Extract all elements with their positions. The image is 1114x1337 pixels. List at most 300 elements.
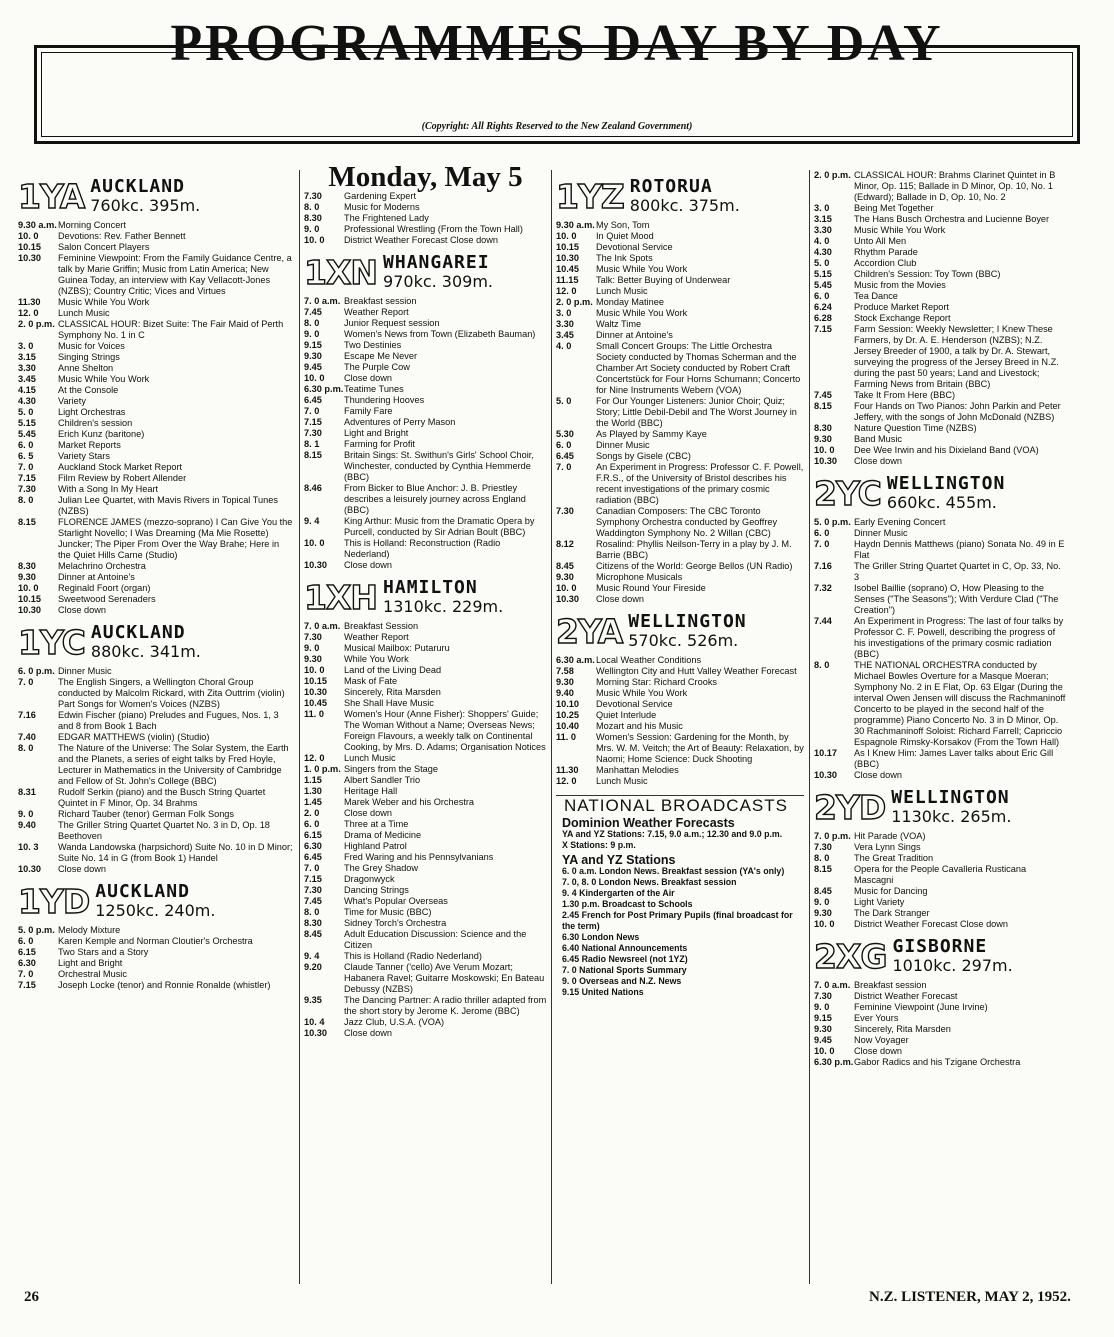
programme-item [304,797,547,808]
programme-item [814,561,1066,583]
programme-time: 4.15 [18,385,36,395]
programme-description: Karen Kemple and Norman Cloutier's Orchestra [58,936,253,946]
programme-item [18,958,294,969]
programme-item [814,831,1066,842]
programme-time: 9.15 [304,340,322,350]
programme-time: 7.16 [814,561,832,571]
programme-description: As Played by Sammy Kaye [596,429,707,439]
programme-item [304,213,547,224]
programme-time: 8. 0 [304,907,320,917]
programme-time: 4. 0 [556,341,572,351]
programme-description: Music While You Work [596,688,688,698]
programme-time: 11.30 [18,297,41,307]
programme-description: Monday Matinee [596,297,664,307]
column-rule [809,170,810,1284]
programme-description: In Quiet Mood [596,231,654,241]
programme-item [18,583,294,594]
programme-time: 7.45 [304,896,322,906]
programme-item [556,572,804,583]
programme-item [304,1017,547,1028]
programme-time: 10.15 [304,676,327,686]
column-4 [814,170,1066,1068]
programme-description: Thundering Hooves [344,395,425,405]
programme-item [304,665,547,676]
programme-time: 4.30 [18,396,36,406]
station-info [383,254,493,290]
programme-item [18,451,294,462]
programme-item [18,319,294,341]
programme-time: 8. 1 [304,439,320,449]
programme-item [304,483,547,516]
programme-item [18,352,294,363]
programme-time: 8.30 [304,918,322,928]
station-city: HAMILTON [383,577,478,598]
programme-item [304,775,547,786]
programme-time: 10.30 [814,770,837,780]
programme-description: District Weather Forecast [854,991,958,1001]
programme-description: Devotional Service [596,242,673,252]
programme-description: Music for Dancing [854,886,928,896]
programme-item [304,296,547,307]
programme-time: 6. 5 [18,451,34,461]
programme-item [304,753,547,764]
programme-item [18,231,294,242]
column-3 [556,170,804,998]
programme-description: Accordion Club [854,258,917,268]
national-broadcasts-box [556,795,804,998]
programme-item [556,561,804,572]
programme-description: Hit Parade (VOA) [854,831,926,841]
programme-time: 10. 3 [18,842,39,852]
programme-description: Lunch Music [58,308,110,318]
programme-time: 5. 0 p.m. [814,517,851,527]
programme-item [18,864,294,875]
programme-time: 5. 0 [814,258,830,268]
programme-time: 5.30 [556,429,574,439]
programme-item [556,594,804,605]
programme-description: Drama of Medicine [344,830,422,840]
programme-description: Close down [854,456,903,466]
programme-item [556,732,804,765]
programme-time: 6.45 [556,451,574,461]
programme-description: Three at a Time [344,819,409,829]
programme-item [814,919,1066,930]
programme-item [304,1028,547,1039]
programme-description: Richard Tauber (tenor) German Folk Songs [58,809,235,819]
programme-time: 8. 0 [304,202,320,212]
programme-description: Close down [344,1028,393,1038]
programme-time: 11. 0 [304,709,324,719]
programme-time: 6. 0 [814,291,830,301]
programme-item [814,886,1066,897]
programme-description: Jazz Club, U.S.A. (VOA) [344,1017,445,1027]
programme-description: The Griller String Quartet Quartet No. 3 in D, Op. 18 Beethoven [58,820,270,841]
programme-description: The Purple Cow [344,362,410,372]
programme-item [814,313,1066,324]
programme-description: Adventures of Perry Mason [344,417,456,427]
station-frequency: 800kc. 375m. [629,196,740,215]
programme-description: Orchestral Music [58,969,127,979]
programme-time: 7.30 [814,991,832,1001]
programme-description: CLASSICAL HOUR: Bizet Suite: The Fair Maid of Perth Symphony No. 1 in C [58,319,284,340]
programme-description: Canadian Composers: The CBC Toronto Symphony Orchestra conducted by Geoffrey Waddington Symphony No. 2 Willan (CBC) [596,506,778,538]
programme-time: 7. 0 p.m. [814,831,851,841]
programme-description: Wanda Landowska (harpsichord) Suite No. 10 in D Minor; Suite No. 14 in G (from Book 1) Handel [58,842,293,863]
programme-item [18,242,294,253]
programme-item [18,809,294,820]
programme-time: 6.30 p.m. [814,1057,854,1067]
programme-time: 6.28 [814,313,832,323]
issue-line: N.Z. LISTENER, MAY 2, 1952. [869,1289,1071,1305]
programme-time: 9.15 [814,1013,832,1023]
programme-item [304,907,547,918]
programme-item [556,231,804,242]
programme-description: The Dark Stranger [854,908,930,918]
programme-time: 3.45 [556,330,574,340]
programme-time: 8.30 [304,213,322,223]
programme-description: Junior Request session [344,318,440,328]
station-heading [814,471,1066,511]
programme-description: Music While You Work [58,374,150,384]
programme-time: 3.30 [18,363,36,373]
programme-description: Women's Session: Gardening for the Month, by Mrs. W. M. Veitch; the Art of Beauty: Relaxation, by Naomi; Home Science: Duck Shooting [596,732,804,764]
programme-description: Britain Sings: St. Swithun's Girls' School Choir, Winchester, conducted by Cynthia Hemmerde (BBC) [344,450,534,482]
programme-description: An Experiment in Progress: The last of four talks by Professor C. F. Powell, describing the progress of his investigations of the primary cosmic radiation (BBC) [854,616,1064,659]
programme-item [556,341,804,396]
programme-description: The Hans Busch Orchestra and Lucienne Boyer [854,214,1050,224]
programme-item [556,264,804,275]
programme-item [304,841,547,852]
programme-description: The Great Tradition [854,853,934,863]
programme-description: Farm Session: Weekly Newsletter; I Knew These Farmers, by Dr. A. E. Henderson (NZBS); N.Z. Jersey Breeder of 1900, a talk by Dr. A. Stewart, surveying the progress of the Jersey Breed in N.Z. during the past 50 years; Land and Livestock; Farming News from Britain (BBC) [854,324,1059,389]
programme-item [814,324,1066,390]
programme-time: 6.15 [304,830,322,840]
programme-description: Feminine Viewpoint (June Irvine) [854,1002,988,1012]
station-city: WELLINGTON [891,787,1010,808]
programme-description: FLORENCE JAMES (mezzo-soprano) I Can Give You the Starlight Novello; I Was Dreaming (Ma Mie Rosette) Juncker; The Piper From Over the Way Brahe; Here in the Quiet Hills Carne (Studio) [58,517,293,560]
station-frequency: 1310kc. 229m. [383,597,504,616]
programme-time: 3. 0 [556,308,572,318]
programme-item [304,786,547,797]
programme-item [556,506,804,539]
programme-item [304,417,547,428]
programme-time: 12. 0 [556,776,577,786]
station-callsign: 1YZ [556,177,624,216]
programme-time: 7.30 [304,191,322,201]
programme-description: Rosalind: Phyllis Neilson-Terry in a play by J. M. Barrie (BBC) [596,539,792,560]
programme-time: 6.24 [814,302,832,312]
programme-time: 7.30 [18,484,36,494]
programme-description: Vera Lynn Sings [854,842,921,852]
programme-time: 7.16 [18,710,36,720]
programme-item [304,929,547,951]
programme-description: Sincerely, Rita Marsden [344,687,441,697]
programme-description: Music While You Work [58,297,150,307]
programme-item [304,808,547,819]
programme-time: 2. 0 [304,808,320,818]
programme-item [814,897,1066,908]
station-frequency: 880kc. 341m. [90,642,201,661]
station-info [630,178,740,214]
station-heading [814,934,1066,974]
programme-time: 5. 0 [556,396,572,406]
station-callsign: 1YD [18,882,90,921]
station-info [891,789,1011,825]
programme-description: Songs by Gisele (CBC) [596,451,691,461]
programme-time: 9.30 [556,572,574,582]
programme-description: Music While You Work [596,264,688,274]
programme-item [304,560,547,571]
station-city: ROTORUA [629,176,713,197]
programme-time: 9. 0 [304,224,320,234]
programme-item [556,539,804,561]
programme-description: Dragonwyck [344,874,395,884]
programme-time: 8.15 [814,401,832,411]
programme-time: 8.45 [556,561,574,571]
column-rule [299,170,300,1284]
programme-time: 7.30 [304,885,322,895]
programme-item [556,677,804,688]
programme-description: Variety Stars [58,451,110,461]
weather-forecasts-heading: Dominion Weather Forecasts [562,816,735,830]
station-info [893,938,1013,974]
programme-description: Melachrino Orchestra [58,561,146,571]
programme-description: Manhattan Melodies [596,765,679,775]
station-heading [304,575,547,615]
programme-item [814,1024,1066,1035]
programme-item [18,429,294,440]
programme-item [18,820,294,842]
programme-time: 7.44 [814,616,832,626]
programme-description: Singing Strings [58,352,120,362]
programme-time: 10.30 [304,560,327,570]
programme-item [18,743,294,787]
programme-item [18,253,294,297]
programme-time: 7.58 [556,666,574,676]
programme-time: 12. 0 [18,308,39,318]
programme-description: This is Holland: Reconstruction (Radio Nederland) [344,538,501,559]
programme-time: 5.45 [814,280,832,290]
programme-time: 10.30 [814,456,837,466]
programme-time: 7. 0 [304,406,320,416]
programme-time: 9. 4 [304,516,320,526]
programme-time: 10. 0 [814,445,835,455]
programme-description: Sincerely, Rita Marsden [854,1024,951,1034]
programme-item [556,721,804,732]
programme-time: 8. 0 [18,495,34,505]
programme-time: 8. 0 [814,853,830,863]
programme-time: 5. 0 p.m. [18,925,55,935]
national-schedule-line: 9. 4 Kindergarten of the Air [562,888,675,898]
programme-time: 3.15 [18,352,36,362]
programme-description: Highland Patrol [344,841,407,851]
station-city: AUCKLAND [90,176,185,197]
programme-item [304,962,547,995]
programme-description: Close down [596,594,645,604]
programme-description: Musical Mailbox: Putaruru [344,643,450,653]
programme-description: Edwin Fischer (piano) Preludes and Fugues, Nos. 1, 3 and 8 from Book 1 Bach [58,710,279,731]
programme-item [814,390,1066,401]
station-callsign: 2YA [556,612,623,651]
programme-item [814,445,1066,456]
programme-time: 10.30 [18,253,41,263]
programme-description: Quiet Interlude [596,710,657,720]
programme-item [304,643,547,654]
programme-description: King Arthur: Music from the Dramatic Opera by Purcell, conducted by Sir Adrian Boult (BBC) [344,516,535,537]
programme-item [18,297,294,308]
programme-time: 10.15 [18,594,41,604]
programme-time: 7.32 [814,583,832,593]
programme-item [556,242,804,253]
programme-description: Music While You Work [596,308,688,318]
weather-forecast-line: YA and YZ Stations: 7.15, 9.0 a.m.; 12.30 and 9.0 p.m. [562,829,783,839]
station-heading [814,785,1066,825]
programme-description: Children's session [58,418,133,428]
programme-item [556,776,804,787]
programme-description: Lunch Music [596,776,648,786]
programme-item [18,936,294,947]
station-frequency: 1250kc. 240m. [95,901,216,920]
station-info [95,883,215,919]
programme-description: Breakfast session [854,980,927,990]
programme-description: The Frightened Lady [344,213,429,223]
programme-item [304,676,547,687]
programme-time: 8.46 [304,483,322,493]
programme-description: Music While You Work [854,225,946,235]
programme-item [18,396,294,407]
programme-description: Two Stars and a Story [58,947,149,957]
programme-time: 10.40 [556,721,579,731]
programme-description: Fred Waring and his Pennsylvanians [344,852,494,862]
programme-time: 10. 0 [556,583,577,593]
programme-item [556,440,804,451]
programme-description: Breakfast Session [344,621,419,631]
station-info [91,624,201,660]
programme-time: 7.45 [814,390,832,400]
station-heading [18,174,294,214]
programme-time: 9.40 [18,820,36,830]
programme-item [304,406,547,417]
programme-item [304,830,547,841]
programme-time: 8.30 [814,423,832,433]
programme-description: Market Reports [58,440,121,450]
programme-description: Music for Moderns [344,202,420,212]
station-heading [556,609,804,649]
programme-item [556,451,804,462]
programme-item [304,428,547,439]
page-number: 26 [24,1289,39,1305]
programme-item [814,908,1066,919]
programme-item [304,951,547,962]
programme-time: 2. 0 p.m. [18,319,55,329]
programme-time: 3.30 [556,319,574,329]
programme-description: Morning Concert [58,220,126,230]
programme-item [304,918,547,929]
national-broadcasts-title: NATIONAL BROADCASTS [556,795,804,814]
programme-item [18,374,294,385]
programme-time: 9.30 [18,572,36,582]
station-callsign: 1XH [304,578,378,617]
station-city: WELLINGTON [886,473,1006,494]
programme-time: 11.30 [556,765,579,775]
programme-time: 7. 0 [18,677,34,687]
programme-description: She Shall Have Music [344,698,434,708]
programme-description: Light Orchestras [58,407,126,417]
programme-item [556,253,804,264]
programme-description: Teatime Tunes [344,384,404,394]
programme-item [304,621,547,632]
programme-time: 1.30 [304,786,322,796]
programme-description: Lunch Music [344,753,396,763]
programme-description: Children's Session: Toy Town (BBC) [854,269,1001,279]
programme-time: 10.15 [18,242,41,252]
programme-item [814,539,1066,561]
programme-time: 8.15 [18,517,36,527]
programme-item [304,654,547,665]
programme-time: 6.30 a.m. [556,655,595,665]
programme-description: Weather Report [344,307,409,317]
programme-description: My Son, Tom [596,220,650,230]
programme-time: 6. 0 [18,936,34,946]
programme-item [304,698,547,709]
programme-time: 5.15 [814,269,832,279]
station-city: WHANGAREI [383,252,490,273]
programme-time: 10. 0 [18,583,39,593]
programme-description: Women's Hour (Anne Fisher): Shoppers' Guide; The Woman Without a Name; Overseas News; Foreign Flavours, a weekly talk on Continental Cooking, by Mrs. D. Adams; Organisation Notices [344,709,546,752]
programme-item [18,572,294,583]
programme-description: While You Work [344,654,409,664]
programme-item [556,275,804,286]
programme-time: 2. 0 p.m. [556,297,593,307]
programme-item [304,516,547,538]
programme-description: Marek Weber and his Orchestra [344,797,475,807]
programme-time: 4.30 [814,247,832,257]
programme-time: 12. 0 [556,286,577,296]
station-city: WELLINGTON [628,611,747,632]
programme-description: CLASSICAL HOUR: Brahms Clarinet Quintet in B Minor, Op. 115; Ballade in D Minor, Op. 10, No. 1 (Edward); Ballade in D, Op. 10, No. 2 [854,170,1056,202]
programme-time: 7. 0 [814,539,830,549]
programme-time: 8.31 [18,787,36,797]
programme-time: 9.30 a.m. [556,220,595,230]
programme-item [556,297,804,308]
programme-item [18,787,294,809]
programme-description: Light Variety [854,897,905,907]
programme-time: 6. 0 p.m. [18,666,55,676]
programme-description: Isobel Baillie (soprano) O, How Pleasing to the Senses ("The Seasons"); With Verdure Clad ("The Creation") [854,583,1059,615]
programme-item [814,853,1066,864]
programme-time: 9.35 [304,995,322,1005]
programme-description: Rudolf Serkin (piano) and the Busch String Quartet Quintet in F Minor, Op. 34 Brahms [58,787,266,808]
programme-time: 10. 0 [814,1046,835,1056]
programme-description: Mask of Fate [344,676,398,686]
programme-time: 9.30 [556,677,574,687]
programme-description: Music Round Your Fireside [596,583,706,593]
programme-item [814,528,1066,539]
programme-item [18,440,294,451]
programme-time: 6. 0 [814,528,830,538]
programme-time: 6. 0 [556,440,572,450]
programme-time: 6. 0 [18,440,34,450]
programme-description: Weather Report [344,632,409,642]
national-schedule-line: 9. 0 Overseas and N.Z. News [562,976,682,986]
programme-description: Adult Education Discussion: Science and the Citizen [344,929,527,950]
column-2 [304,161,547,1039]
programme-time: 5.45 [18,429,36,439]
page-title: PROGRAMMES DAY BY DAY [170,15,944,72]
programme-item [304,874,547,885]
national-schedule-line: 7. 0, 8. 0 London News. Breakfast session [562,877,737,887]
station-heading [18,620,294,660]
